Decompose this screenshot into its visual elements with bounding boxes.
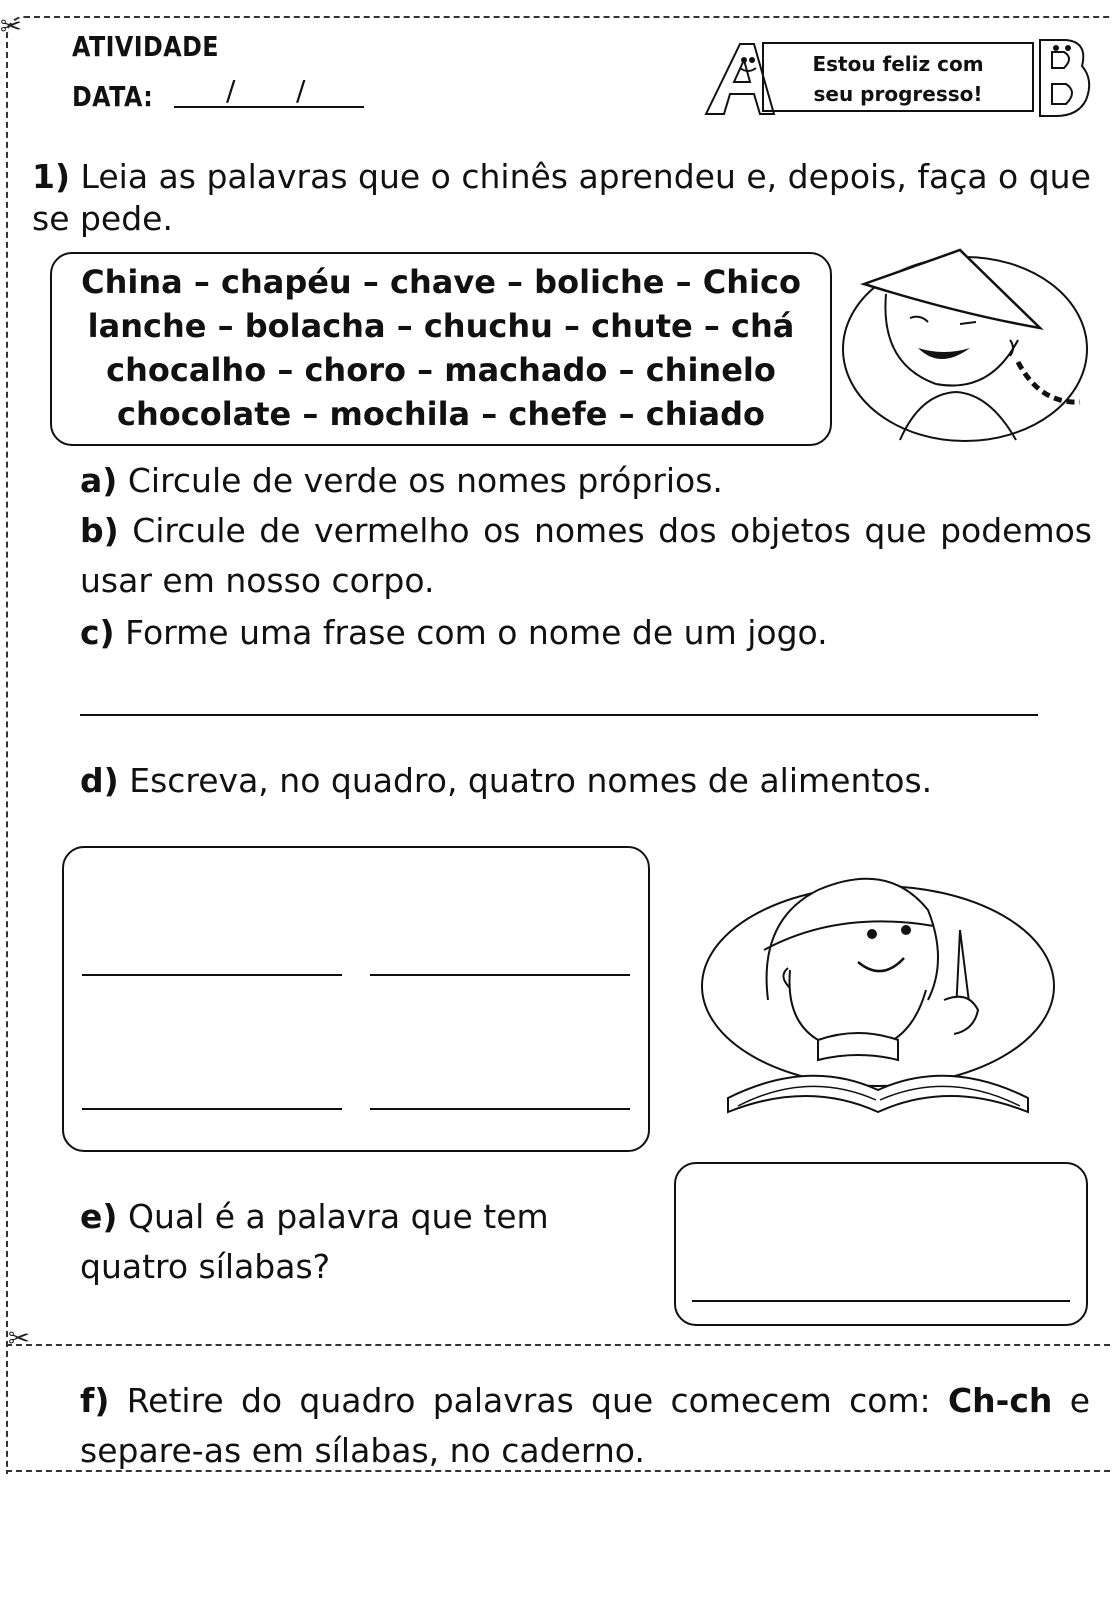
item-text: Retire do quadro palavras que comecem com: (126, 1381, 931, 1420)
food-answer-line[interactable] (82, 1108, 342, 1110)
date-slash: / (296, 74, 306, 107)
item-d (80, 756, 1090, 806)
item-a (80, 456, 1090, 506)
syllable-answer-line[interactable] (692, 1300, 1070, 1302)
progress-badge (762, 42, 1034, 112)
item-e (80, 1192, 650, 1292)
item-label: d) (80, 761, 119, 800)
sentence-answer-line[interactable] (80, 714, 1038, 716)
badge-line: seu progresso! (813, 82, 983, 106)
activity-title: ATIVIDADE (72, 30, 219, 63)
date-slash: / (226, 74, 236, 107)
date-answer-line[interactable] (174, 106, 364, 108)
chinese-boy-illustration (840, 244, 1090, 444)
word-row[interactable]: chocalho – choro – machado – chinelo (106, 351, 776, 389)
boy-reading-illustration (698, 850, 1058, 1126)
item-label: a) (80, 461, 118, 500)
date-label: DATA: (72, 80, 154, 113)
item-text: Forme uma frase com o nome de um jogo. (125, 613, 828, 652)
question-number: 1) (32, 157, 71, 196)
badge-line: Estou feliz com (812, 52, 984, 76)
item-c (80, 608, 1090, 658)
scissors-icon: ✂ (0, 12, 22, 42)
word-row[interactable]: chocolate – mochila – chefe – chiado (117, 395, 765, 433)
word-row[interactable]: China – chapéu – chave – boliche – Chico (81, 263, 801, 301)
item-text: Circule de vermelho os nomes dos objetos que podemos usar em nosso corpo. (80, 511, 1092, 600)
item-f (80, 1376, 1090, 1476)
item-label: e) (80, 1197, 118, 1236)
question-prompt: Leia as palavras que o chinês aprendeu e, depois, faça o que se pede. (32, 157, 1091, 238)
food-answer-box (62, 846, 650, 1152)
word-box (50, 252, 832, 446)
item-text-bold: Ch-ch (947, 1381, 1053, 1420)
item-text: Escreva, no quadro, quatro nomes de alimentos. (129, 761, 933, 800)
food-answer-line[interactable] (370, 974, 630, 976)
item-text: e separe-as em sílabas, no caderno. (80, 1381, 1090, 1470)
letter-b-character-icon (1030, 36, 1096, 120)
question-1 (32, 156, 1092, 240)
item-text: Qual é a palavra que tem quatro sílabas? (80, 1197, 549, 1286)
item-text: Circule de verde os nomes próprios. (127, 461, 723, 500)
item-label: c) (80, 613, 115, 652)
item-b (80, 506, 1092, 606)
scissors-icon: ✂ (8, 1324, 30, 1354)
cut-line (6, 1344, 1110, 1346)
item-label: b) (80, 511, 119, 550)
item-label: f) (80, 1381, 110, 1420)
food-answer-line[interactable] (82, 974, 342, 976)
food-answer-line[interactable] (370, 1108, 630, 1110)
word-row[interactable]: lanche – bolacha – chuchu – chute – chá (87, 307, 795, 345)
